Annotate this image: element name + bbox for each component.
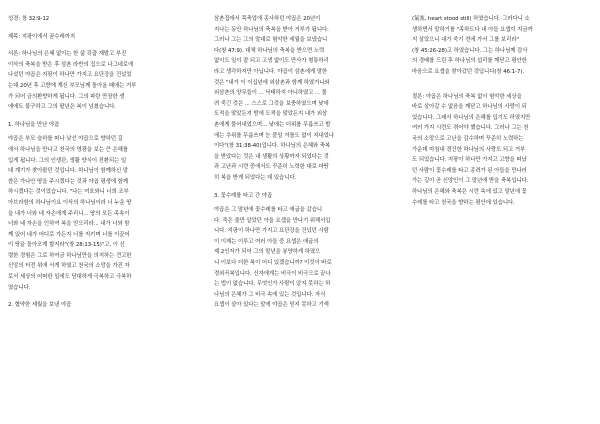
body-line: 마음으로 요셉을 찾아갔던 것입니다(창 46:1-7).: [412, 68, 525, 75]
conclusion-line: 결론: 야곱은 하나님의 축복 없이 험악한 세상을: [412, 93, 522, 100]
conclusion-line: 던 사람이 꽃수레를 타고 종려가 된 아들을 만나러: [412, 167, 527, 174]
intro-line: 서론: 하나님의 은혜 없이는 한 삶 갖춤 재발고 부진: [8, 51, 127, 58]
intro-line: 가 되어 금의환향하게 됩니다. 그의 파란 만장한 생: [8, 93, 125, 100]
body-line: 이다"(창 31:38-40)입니다. 하나님의 은혜와 축복: [214, 143, 331, 150]
body-line: 니다. 지팡이 하나만 가지고 요단강을 건넜던 사람: [214, 228, 329, 235]
intro-line: 나섰던 야곱은 지팡이 하나만 가지고 요단강을 건넜었: [8, 72, 132, 79]
conclusion-line: 하나님의 은혜와 축복은 시련 속에 있고 말년에 꽃: [412, 188, 527, 195]
body-line: 을 받았다는 것은 내 생활의 상황까지 되었다는 것: [214, 153, 329, 160]
body-line: 께 있어 네가 어디로 가든지 너를 지키며 너를 이끌어: [8, 231, 130, 238]
body-line: 나님의 은혜가 그 비극 속에 있는 것입니다. 자식: [214, 291, 326, 298]
body-line: 지 살았으니 내가 죽기 전에 가서 그를 보리라": [412, 37, 519, 44]
body-line: 니 이보다 더한 복이 어디 있겠습니까? 이것이 바로: [214, 260, 332, 267]
body-line: 야곱은 그 말년에 꽃수레를 타고 애굽을 갔습니: [214, 207, 322, 214]
section-1-heading: 1. 하나님을 만난 야곱: [8, 121, 60, 128]
intro-line: 이삭의 축복을 받은 후 삼촌 라반의 집으로 나그네로에: [8, 61, 134, 68]
body-line: 대 계기가 찾아왔던 것입니다. 하나님이 함께하신 말: [8, 168, 128, 175]
body-line: 에서 하나님을 만나고 천국의 영광을 보는 큰 은혜를: [8, 146, 128, 153]
conclusion-line: 바로 살아갈 수 없음을 깨닫고 하나님의 사랑이 되: [412, 104, 527, 111]
conclusion-line: 었습니다. 그래서 하나님의 은혜를 입기도 하였지만: [412, 114, 531, 121]
body-line: 것은 "내가 이 이십년에 외삼촌과 함께 하였거니와: [214, 79, 330, 86]
body-line: 하시겠다는 것이었습니다. "나는 여호와니 너희 조부: [8, 189, 129, 196]
sermon-title: 제목: 지팡이에서 꿈수레까지: [8, 33, 75, 40]
conclusion-line: 도 되었습니다. 지팡이 하나만 가지고 고향을 떠났: [412, 157, 527, 164]
body-line: 외삼촌의 양무들이 ... 낙태하지 아니하였고 ... 물: [214, 90, 327, 97]
body-line: 이 땅을 돌아오게 할지라"(창 28:13-15)"고. 이 신: [8, 242, 125, 249]
body-line: (氣塞, heart stood still) 하였습니다. 그러다니 소: [412, 16, 530, 22]
column-3: [412, 14, 594, 424]
body-line: 촌에게 물어내었으며... 낮에는 더위를 무릅쓰고 밤: [214, 121, 331, 128]
body-line: 과 고난과 시련 중에서도 꾸준히 노력한 대로 마땅: [214, 164, 329, 171]
body-line: 너와 네 자손을 인하여 복을 얻으리라... 내가 너와 함: [8, 221, 130, 228]
body-line: 는 법이 없습니다. 무엇인가 사람이 알지 못하는 하: [214, 281, 331, 288]
conclusion-line: 여러 가지 시련도 겪어야 했습니다. 그러나 그는 천: [412, 125, 529, 132]
section-1-body: [8, 134, 204, 293]
body-line: 이 이제는 이루고 여러 아들 중 요셉은 애굽의: [214, 238, 319, 245]
conclusion: [412, 92, 594, 209]
body-line: 요셉이 살아 있다는 말에 야곱은 믿지 못하고 기색: [214, 302, 329, 309]
body-line: 그러나 그는 그의 말대로 험악한 세월을 보냈습니: [214, 37, 328, 44]
section-2-body: [214, 14, 402, 184]
body-line: 라고 생각하지만 아닙니다. 야곱이 삼촌에게 말한: [214, 68, 328, 75]
body-line: 다. 죽은 줄만 알았던 아들 요셉을 만나기 위해서입: [214, 217, 331, 224]
column-1: [8, 14, 204, 424]
body-line: 경외곡복입니다. 신자에게는 비극이 비극으로 끝나: [214, 270, 331, 277]
body-line: 신앙의 터전 위에 서게 하였고 천국의 소망을 가진 자: [8, 263, 130, 270]
body-line: (창 45:26-28)고 하였습니다. 그는 하나님께 감사: [412, 47, 528, 54]
body-line: 로서 세상의 어떠한 일에도 담대하게 극복하고 극복하: [8, 274, 132, 281]
body-line: 씀은 가나안 땅을 주시겠다는 것과 야곱 평생에 함께: [8, 178, 128, 185]
intro-line: 는데 20년 후 고향에 계신 부모님께 돌아올 때에는 거부: [8, 82, 137, 89]
body-line: 려 죽긴 것은 ... 스스로 그것을 보충하였으며 낮에: [214, 100, 329, 107]
body-line: 야곱은 부모 슬하를 떠나 낯선 야곱으로 향하던 길: [8, 136, 123, 143]
conclusion-line: 국의 소망으로 고난을 감수하며 꾸준히 노력하는: [412, 135, 524, 142]
body-line: 아브라함의 하나님이요 이삭의 하나님이라 너 누운 땅: [8, 199, 132, 206]
conclusion-line: 수레를 타고 천국을 향하는 평안에 있습니다.: [412, 199, 515, 206]
section-3-continued: [412, 14, 594, 78]
body-line: 령한 경험은 그로 하여금 하나님만을 의지하는 견고한: [8, 252, 132, 259]
introduction: [8, 49, 204, 113]
body-line: 다(창 47:9). 대체 하나님의 축복을 받으면 노력: [214, 47, 325, 54]
conclusion-line: 가는 길이 곧 신앙인이 그 말년에 받을 축복입니다.: [412, 178, 529, 185]
section-3-body: [214, 205, 402, 311]
body-line: 의 경배를 드린 후 하나님의 섭리를 깨닫고 평안한: [412, 58, 527, 65]
body-line: 히 복을 받게 되었다는 데 있습니다.: [214, 174, 297, 181]
body-line: 없이도 일이 잘 되고 고생 없이도 만사가 형통하리: [214, 58, 329, 65]
body-line: 입게 됩니다. 그의 인생관, 생활 양식이 전환되는 일: [8, 157, 127, 164]
body-line: 지나는 동안 하나님의 축복을 받아 거부가 됩니다.: [214, 26, 329, 33]
body-line: 에는 추위를 무릅쓰며 눈 붙일 겨를도 없이 지내었나: [214, 132, 334, 139]
body-line: 생하면서 말하기를 "족하도다 내 아들 요셉이 지금까: [412, 26, 533, 33]
intro-line: 애에도 불구하고 그의 팔년은 복이 넘쳤습니다.: [8, 104, 116, 111]
body-line: 제 2인자가 되어 그의 말년을 봉양하게 하였으: [214, 249, 321, 256]
body-line: 을 내가 너와 네 자손에게 주리니... 땅의 모든 족속이: [8, 210, 130, 217]
scripture-reference: 성경: 창 32:9-12: [8, 16, 50, 22]
body-line: 도적을 맞았든지 밤에 도적을 맞았든지 내가 외삼: [214, 111, 328, 118]
body-line: 였습니다.: [8, 284, 31, 291]
column-2: [214, 14, 402, 424]
section-3-heading: 3. 꽃수레를 타고 간 야곱: [214, 192, 273, 199]
conclusion-line: 가운데 마침내 경건한 하나님의 사랑도 되고 거부: [412, 146, 526, 153]
body-line: 삼촌집에서 목축업에 종사하던 야곱은 20년이: [214, 16, 321, 22]
section-2-heading: 2. 협약한 세월을 보낸 야곱: [8, 302, 72, 309]
